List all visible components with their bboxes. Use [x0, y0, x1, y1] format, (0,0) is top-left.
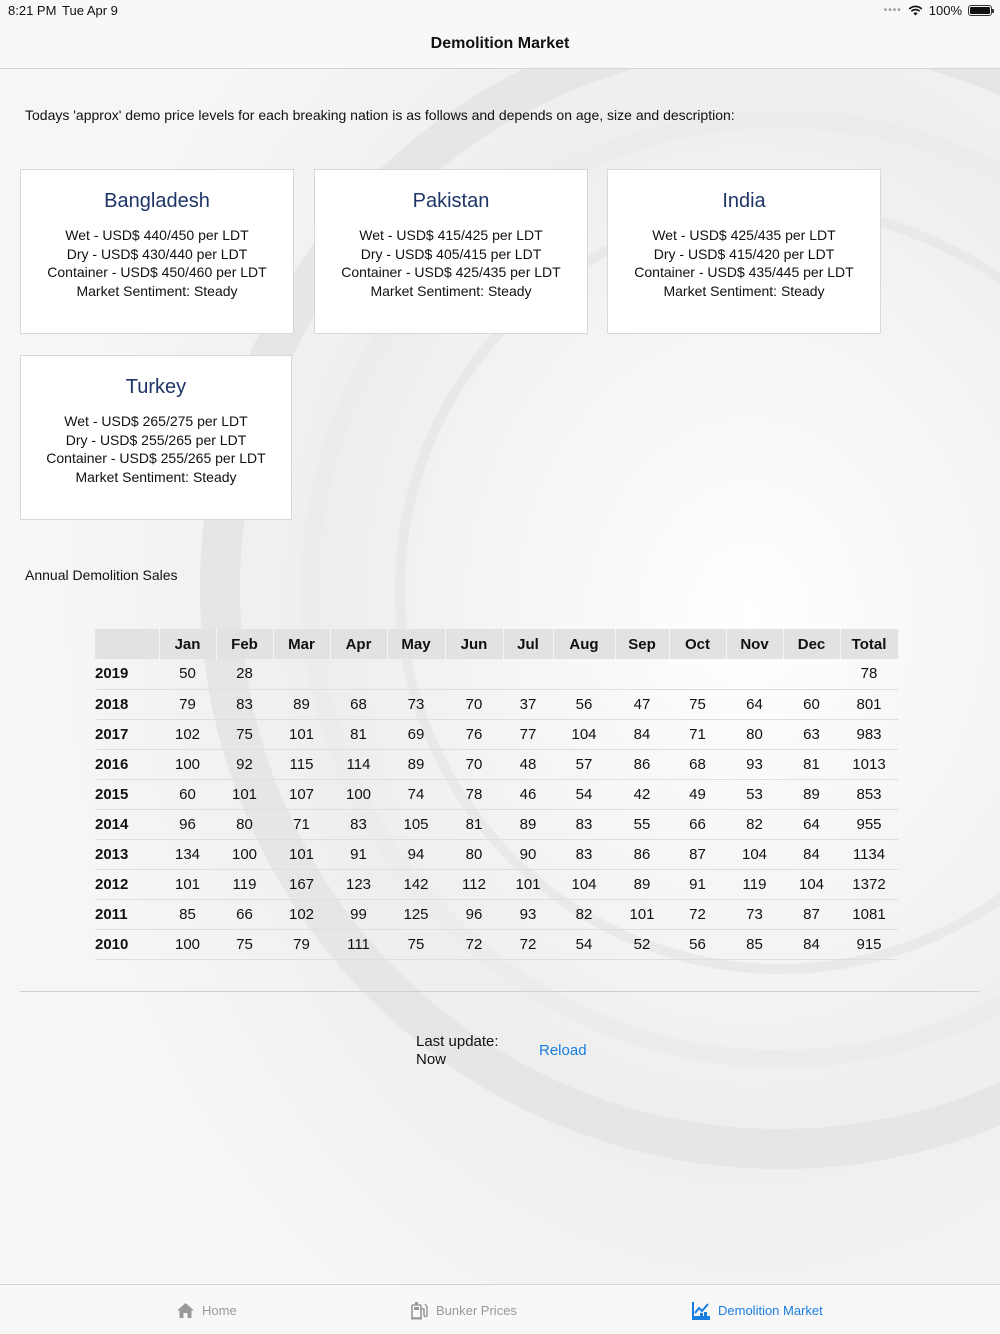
table-row	[95, 689, 898, 719]
year-cell: 2010	[95, 929, 159, 959]
month-cell: 89	[503, 809, 553, 839]
year-cell: 2019	[95, 659, 159, 689]
month-cell: 99	[330, 899, 387, 929]
dry-price: Dry - USD$ 255/265 per LDT	[65, 431, 247, 448]
month-cell: 102	[159, 719, 216, 749]
month-cell: 100	[159, 929, 216, 959]
total-cell: 915	[840, 929, 898, 959]
last-update	[416, 1033, 499, 1069]
month-cell: 73	[387, 689, 445, 719]
month-cell: 56	[669, 929, 726, 959]
month-cell: 107	[273, 779, 330, 809]
month-cell	[553, 659, 615, 689]
last-update-label: Last update:	[416, 1033, 499, 1050]
month-cell: 101	[503, 869, 553, 899]
month-cell: 84	[783, 839, 840, 869]
page-title: Demolition Market	[430, 35, 570, 52]
country-name: India	[722, 190, 766, 212]
month-cell: 105	[387, 809, 445, 839]
month-cell: 64	[783, 809, 840, 839]
month-cell: 46	[503, 779, 553, 809]
total-cell: 853	[840, 779, 898, 809]
month-cell: 53	[726, 779, 783, 809]
month-cell: 55	[615, 809, 669, 839]
month-cell: 57	[553, 749, 615, 779]
month-cell: 125	[387, 899, 445, 929]
month-cell: 100	[330, 779, 387, 809]
month-cell: 96	[159, 809, 216, 839]
year-cell: 2013	[95, 839, 159, 869]
month-cell: 80	[445, 839, 503, 869]
month-cell	[445, 659, 503, 689]
month-cell: 83	[216, 689, 273, 719]
month-cell: 167	[273, 869, 330, 899]
month-cell: 72	[669, 899, 726, 929]
month-cell: 64	[726, 689, 783, 719]
month-cell: 75	[216, 719, 273, 749]
month-cell: 72	[445, 929, 503, 959]
month-cell: 101	[615, 899, 669, 929]
status-indicators	[884, 3, 992, 18]
wet-price: Wet - USD$ 440/450 per LDT	[65, 227, 249, 243]
month-cell: 69	[387, 719, 445, 749]
month-cell: 91	[669, 869, 726, 899]
table-header-cell: Feb	[216, 629, 273, 659]
chart-icon	[691, 1301, 711, 1320]
status-date: Tue Apr 9	[62, 3, 118, 18]
month-cell: 134	[159, 839, 216, 869]
month-cell: 81	[783, 749, 840, 779]
month-cell: 79	[273, 929, 330, 959]
table-row	[95, 779, 898, 809]
month-cell: 142	[387, 869, 445, 899]
year-cell: 2016	[95, 749, 159, 779]
month-cell: 84	[615, 719, 669, 749]
month-cell: 91	[330, 839, 387, 869]
month-cell: 87	[783, 899, 840, 929]
month-cell: 81	[330, 719, 387, 749]
month-cell	[783, 659, 840, 689]
month-cell	[273, 659, 330, 689]
tab-home[interactable]	[176, 1285, 237, 1334]
table-row	[95, 749, 898, 779]
month-cell: 82	[553, 899, 615, 929]
month-cell: 112	[445, 869, 503, 899]
total-cell: 801	[840, 689, 898, 719]
country-name: Pakistan	[412, 190, 490, 212]
month-cell: 89	[387, 749, 445, 779]
table-header-cell: Jun	[445, 629, 503, 659]
month-cell: 89	[615, 869, 669, 899]
table-header-cell: Aug	[553, 629, 615, 659]
month-cell: 101	[273, 719, 330, 749]
dry-price: Dry - USD$ 405/415 per LDT	[360, 245, 542, 262]
month-cell: 93	[503, 899, 553, 929]
market-sentiment: Market Sentiment: Steady	[76, 282, 238, 299]
month-cell: 81	[445, 809, 503, 839]
dry-price: Dry - USD$ 415/420 per LDT	[653, 245, 835, 262]
month-cell	[726, 659, 783, 689]
month-cell: 89	[783, 779, 840, 809]
month-cell: 104	[726, 839, 783, 869]
month-cell: 86	[615, 749, 669, 779]
table-header-cell: Sep	[615, 629, 669, 659]
country-card-india	[607, 169, 881, 334]
month-cell: 74	[387, 779, 445, 809]
month-cell: 90	[503, 839, 553, 869]
table-row	[95, 659, 898, 689]
month-cell: 73	[726, 899, 783, 929]
month-cell: 28	[216, 659, 273, 689]
month-cell: 83	[330, 809, 387, 839]
month-cell: 66	[216, 899, 273, 929]
tab-demolition-market[interactable]	[691, 1285, 823, 1334]
tab-label: Bunker Prices	[436, 1302, 517, 1318]
month-cell: 68	[669, 749, 726, 779]
table-header-cell: Nov	[726, 629, 783, 659]
month-cell: 54	[553, 929, 615, 959]
month-cell: 101	[273, 839, 330, 869]
country-card-turkey	[20, 355, 292, 520]
last-update-value: Now	[416, 1051, 447, 1068]
country-card-bangladesh	[20, 169, 294, 334]
table-header-row	[95, 629, 898, 659]
month-cell: 37	[503, 689, 553, 719]
month-cell: 76	[445, 719, 503, 749]
table-header-cell: Jan	[159, 629, 216, 659]
month-cell: 92	[216, 749, 273, 779]
month-cell: 47	[615, 689, 669, 719]
total-cell: 1013	[840, 749, 898, 779]
table-header-cell: Jul	[503, 629, 553, 659]
tab-bunker-prices[interactable]	[410, 1285, 517, 1334]
month-cell: 75	[387, 929, 445, 959]
month-cell: 102	[273, 899, 330, 929]
month-cell: 104	[553, 869, 615, 899]
annual-sales-table	[95, 629, 899, 960]
month-cell: 119	[216, 869, 273, 899]
table-header-cell: May	[387, 629, 445, 659]
total-cell: 955	[840, 809, 898, 839]
month-cell: 123	[330, 869, 387, 899]
month-cell: 70	[445, 689, 503, 719]
month-cell: 60	[159, 779, 216, 809]
month-cell: 100	[216, 839, 273, 869]
month-cell: 89	[273, 689, 330, 719]
country-card-pakistan	[314, 169, 588, 334]
month-cell: 42	[615, 779, 669, 809]
container-price: Container - USD$ 255/265 per LDT	[46, 450, 266, 466]
table-row	[95, 719, 898, 749]
market-sentiment: Market Sentiment: Steady	[370, 282, 532, 299]
signal-dots-icon: ••••	[883, 5, 902, 16]
month-cell: 119	[726, 869, 783, 899]
month-cell: 85	[726, 929, 783, 959]
month-cell: 79	[159, 689, 216, 719]
month-cell: 114	[330, 749, 387, 779]
month-cell: 66	[669, 809, 726, 839]
month-cell: 52	[615, 929, 669, 959]
month-cell: 85	[159, 899, 216, 929]
month-cell: 71	[273, 809, 330, 839]
fuel-pump-icon	[410, 1301, 429, 1320]
total-cell: 983	[840, 719, 898, 749]
month-cell: 84	[783, 929, 840, 959]
container-price: Container - USD$ 450/460 per LDT	[47, 264, 267, 280]
total-cell: 1081	[840, 899, 898, 929]
month-cell	[669, 659, 726, 689]
wet-price: Wet - USD$ 415/425 per LDT	[359, 227, 543, 243]
month-cell: 77	[503, 719, 553, 749]
dry-price: Dry - USD$ 430/440 per LDT	[66, 245, 248, 262]
tab-label: Home	[202, 1302, 237, 1318]
total-cell: 78	[840, 659, 898, 689]
battery-percent: 100%	[928, 3, 962, 18]
table-header-cell: Dec	[783, 629, 840, 659]
table-header-cell: Total	[840, 629, 898, 659]
month-cell: 80	[726, 719, 783, 749]
month-cell: 71	[669, 719, 726, 749]
month-cell: 101	[216, 779, 273, 809]
month-cell: 60	[783, 689, 840, 719]
month-cell	[330, 659, 387, 689]
month-cell: 83	[553, 839, 615, 869]
month-cell: 75	[216, 929, 273, 959]
month-cell: 68	[330, 689, 387, 719]
wet-price: Wet - USD$ 425/435 per LDT	[652, 227, 836, 243]
year-cell: 2014	[95, 809, 159, 839]
annual-sales-label: Annual Demolition Sales	[25, 567, 178, 583]
navigation-bar	[0, 22, 1000, 69]
tab-bar	[0, 1284, 1000, 1334]
month-cell: 104	[553, 719, 615, 749]
tab-label: Demolition Market	[718, 1302, 823, 1318]
divider	[20, 991, 980, 992]
year-cell: 2012	[95, 869, 159, 899]
month-cell: 82	[726, 809, 783, 839]
table-header-corner	[95, 629, 159, 659]
table-row	[95, 869, 898, 899]
year-cell: 2011	[95, 899, 159, 929]
month-cell: 72	[503, 929, 553, 959]
month-cell: 56	[553, 689, 615, 719]
year-cell: 2018	[95, 689, 159, 719]
country-name: Turkey	[125, 376, 187, 398]
home-icon	[176, 1302, 195, 1319]
status-time: 8:21 PM	[8, 3, 57, 18]
month-cell: 94	[387, 839, 445, 869]
month-cell: 111	[330, 929, 387, 959]
month-cell	[503, 659, 553, 689]
battery-icon	[968, 5, 992, 16]
month-cell: 87	[669, 839, 726, 869]
month-cell: 104	[783, 869, 840, 899]
month-cell: 83	[553, 809, 615, 839]
month-cell: 54	[553, 779, 615, 809]
table-header-cell: Apr	[330, 629, 387, 659]
container-price: Container - USD$ 425/435 per LDT	[341, 264, 561, 280]
month-cell: 78	[445, 779, 503, 809]
wet-price: Wet - USD$ 265/275 per LDT	[64, 413, 248, 429]
month-cell: 50	[159, 659, 216, 689]
container-price: Container - USD$ 435/445 per LDT	[634, 264, 854, 280]
market-sentiment: Market Sentiment: Steady	[75, 468, 237, 485]
month-cell: 115	[273, 749, 330, 779]
month-cell: 100	[159, 749, 216, 779]
status-bar	[0, 0, 1000, 22]
month-cell: 48	[503, 749, 553, 779]
intro-text: Todays 'approx' demo price levels for each breaking nation is as follows and depends on age, size and description:	[25, 107, 735, 123]
reload-button[interactable]: Reload	[539, 1042, 587, 1059]
year-cell: 2015	[95, 779, 159, 809]
table-row	[95, 809, 898, 839]
country-name: Bangladesh	[104, 190, 210, 212]
month-cell: 70	[445, 749, 503, 779]
month-cell: 93	[726, 749, 783, 779]
total-cell: 1372	[840, 869, 898, 899]
table-row	[95, 899, 898, 929]
table-header-cell: Oct	[669, 629, 726, 659]
month-cell: 49	[669, 779, 726, 809]
table-row	[95, 929, 898, 959]
month-cell: 101	[159, 869, 216, 899]
total-cell: 1134	[840, 839, 898, 869]
market-sentiment: Market Sentiment: Steady	[663, 282, 825, 299]
month-cell: 86	[615, 839, 669, 869]
month-cell	[615, 659, 669, 689]
month-cell	[387, 659, 445, 689]
wifi-icon	[908, 5, 923, 16]
month-cell: 80	[216, 809, 273, 839]
month-cell: 96	[445, 899, 503, 929]
month-cell: 63	[783, 719, 840, 749]
table-row	[95, 839, 898, 869]
month-cell: 75	[669, 689, 726, 719]
year-cell: 2017	[95, 719, 159, 749]
table-header-cell: Mar	[273, 629, 330, 659]
